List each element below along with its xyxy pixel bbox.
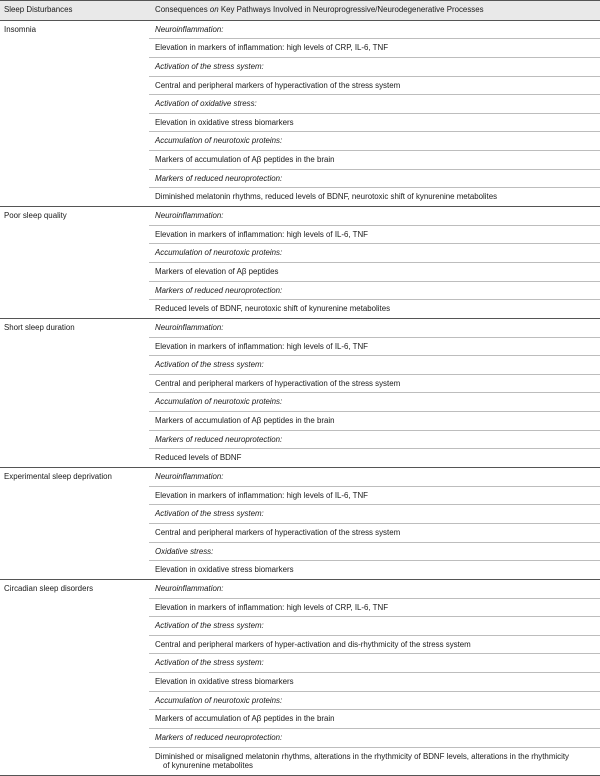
cell-text: Markers of reduced neuroprotection:: [155, 173, 283, 183]
cell-text: Markers of elevation of Aβ peptides: [155, 266, 279, 276]
pathway-category: [149, 505, 600, 524]
pathway-category: [149, 132, 600, 151]
pathway-finding: [149, 262, 600, 281]
pathway-category: [149, 393, 600, 412]
table-row: [0, 20, 600, 39]
cell-text: Diminished melatonin rhythms, reduced levels of BDNF, neurotoxic shift of kynurenine metabolites: [155, 192, 498, 202]
cell-text: Reduced levels of BDNF: [155, 453, 242, 463]
pathway-category: [149, 617, 600, 636]
pathway-finding: [149, 337, 600, 356]
pathway-finding: [149, 300, 600, 319]
cell-text: Accumulation of neurotoxic proteins:: [155, 136, 283, 146]
sleep-disturbance-name: Insomnia: [0, 20, 149, 206]
pathway-finding: [149, 151, 600, 170]
pathway-finding: [149, 486, 600, 505]
cell-text: Activation of the stress system:: [155, 360, 264, 370]
cell-text: Markers of accumulation of Aβ peptides in the brain: [155, 155, 335, 165]
cell-text: Central and peripheral markers of hyper-activation and dis-rhythmicity of the stress system: [155, 639, 471, 649]
cell-text: Elevation in markers of inflammation: high levels of IL-6, TNF: [155, 341, 368, 351]
pathway-category: [149, 430, 600, 449]
cell-text: Neuroinflammation:: [155, 322, 224, 332]
pathway-finding: [149, 673, 600, 692]
pathway-category: [149, 691, 600, 710]
table-header: [0, 1, 600, 21]
cell-text: Activation of oxidative stress:: [155, 99, 257, 109]
cell-text: Oxidative stress:: [155, 546, 214, 556]
cell-text: Activation of the stress system:: [155, 621, 264, 631]
cell-text: Neuroinflammation:: [155, 583, 224, 593]
table-row: [0, 579, 600, 598]
pathway-category: [149, 57, 600, 76]
sleep-disturbance-name: Short sleep duration: [0, 318, 149, 467]
pathway-finding: [149, 523, 600, 542]
pathway-category: [149, 20, 600, 39]
table-row: [0, 207, 600, 226]
cell-text: Diminished or misaligned melatonin rhythms, alterations in the rhythmicity of BDNF levels, alterations in the rhythmicity: [155, 751, 569, 761]
cell-text: Markers of accumulation of Aβ peptides in the brain: [155, 416, 335, 426]
cell-text: Activation of the stress system:: [155, 509, 264, 519]
header-row: [0, 1, 600, 21]
cell-text: Neuroinflammation:: [155, 211, 224, 221]
pathway-category: [149, 169, 600, 188]
pathway-finding: [149, 561, 600, 580]
cell-text: Elevation in markers of inflammation: high levels of CRP, IL-6, TNF: [155, 602, 389, 612]
cell-text: Accumulation of neurotoxic proteins:: [155, 695, 283, 705]
pathway-finding: [149, 449, 600, 468]
cell-text-continuation: of kynurenine metabolites: [163, 761, 253, 771]
pathway-finding: [149, 598, 600, 617]
header-consequences: [149, 1, 600, 21]
table-body: [0, 20, 600, 775]
cell-text: Central and peripheral markers of hyperactivation of the stress system: [155, 80, 401, 90]
cell-text: Elevation in markers of inflammation: high levels of CRP, IL-6, TNF: [155, 43, 389, 53]
pathway-finding: [149, 39, 600, 58]
cell-text: Markers of reduced neuroprotection:: [155, 732, 283, 742]
cell-text: Elevation in oxidative stress biomarkers: [155, 117, 294, 127]
cell-text: Neuroinflammation:: [155, 472, 224, 482]
cell-text: Markers of accumulation of Aβ peptides in the brain: [155, 714, 335, 724]
cell-text: Accumulation of neurotoxic proteins:: [155, 248, 283, 258]
header-consequences-em: on: [209, 5, 219, 14]
cell-text: Activation of the stress system:: [155, 61, 264, 71]
cell-text: Markers of reduced neuroprotection:: [155, 285, 283, 295]
sleep-disturbance-name: Poor sleep quality: [0, 207, 149, 319]
cell-text: Markers of reduced neuroprotection:: [155, 434, 283, 444]
pathway-finding: [149, 710, 600, 729]
pathway-finding: [149, 76, 600, 95]
pathway-finding: [149, 374, 600, 393]
cell-text: Elevation in markers of inflammation: high levels of IL-6, TNF: [155, 490, 368, 500]
pathway-finding: [149, 188, 600, 207]
cell-text: Reduced levels of BDNF, neurotoxic shift of kynurenine metabolites: [155, 304, 391, 314]
pathway-category: [149, 356, 600, 375]
sleep-disturbance-name: Circadian sleep disorders: [0, 579, 149, 775]
cell-text: Neuroinflammation:: [155, 24, 224, 34]
cell-text: Elevation in markers of inflammation: high levels of IL-6, TNF: [155, 229, 368, 239]
header-consequences-pre: Consequences: [155, 5, 210, 14]
cell-text: Central and peripheral markers of hyperactivation of the stress system: [155, 527, 401, 537]
pathway-category: [149, 542, 600, 561]
pathway-finding: [149, 635, 600, 654]
table-row: [0, 468, 600, 487]
pathway-finding: [149, 225, 600, 244]
pathway-finding: [149, 412, 600, 431]
pathway-category: [149, 468, 600, 487]
header-consequences-post: Key Pathways Involved in Neuroprogressive/Neurodegenerative Processes: [218, 5, 484, 14]
pathway-category: [149, 728, 600, 747]
cell-text: Central and peripheral markers of hyperactivation of the stress system: [155, 378, 401, 388]
pathway-finding: [149, 747, 600, 775]
pathway-category: [149, 654, 600, 673]
sleep-disturbance-name: Experimental sleep deprivation: [0, 468, 149, 580]
cell-text: Elevation in oxidative stress biomarkers: [155, 677, 294, 687]
pathway-category: [149, 207, 600, 226]
table-row: [0, 318, 600, 337]
pathway-finding: [149, 113, 600, 132]
cell-text: Accumulation of neurotoxic proteins:: [155, 397, 283, 407]
cell-text: Activation of the stress system:: [155, 658, 264, 668]
pathway-category: [149, 579, 600, 598]
pathway-category: [149, 244, 600, 263]
pathway-category: [149, 318, 600, 337]
header-sleep-disturbances: Sleep Disturbances: [0, 1, 149, 21]
pathway-category: [149, 281, 600, 300]
cell-text: Elevation in oxidative stress biomarkers: [155, 565, 294, 575]
pathway-category: [149, 95, 600, 114]
